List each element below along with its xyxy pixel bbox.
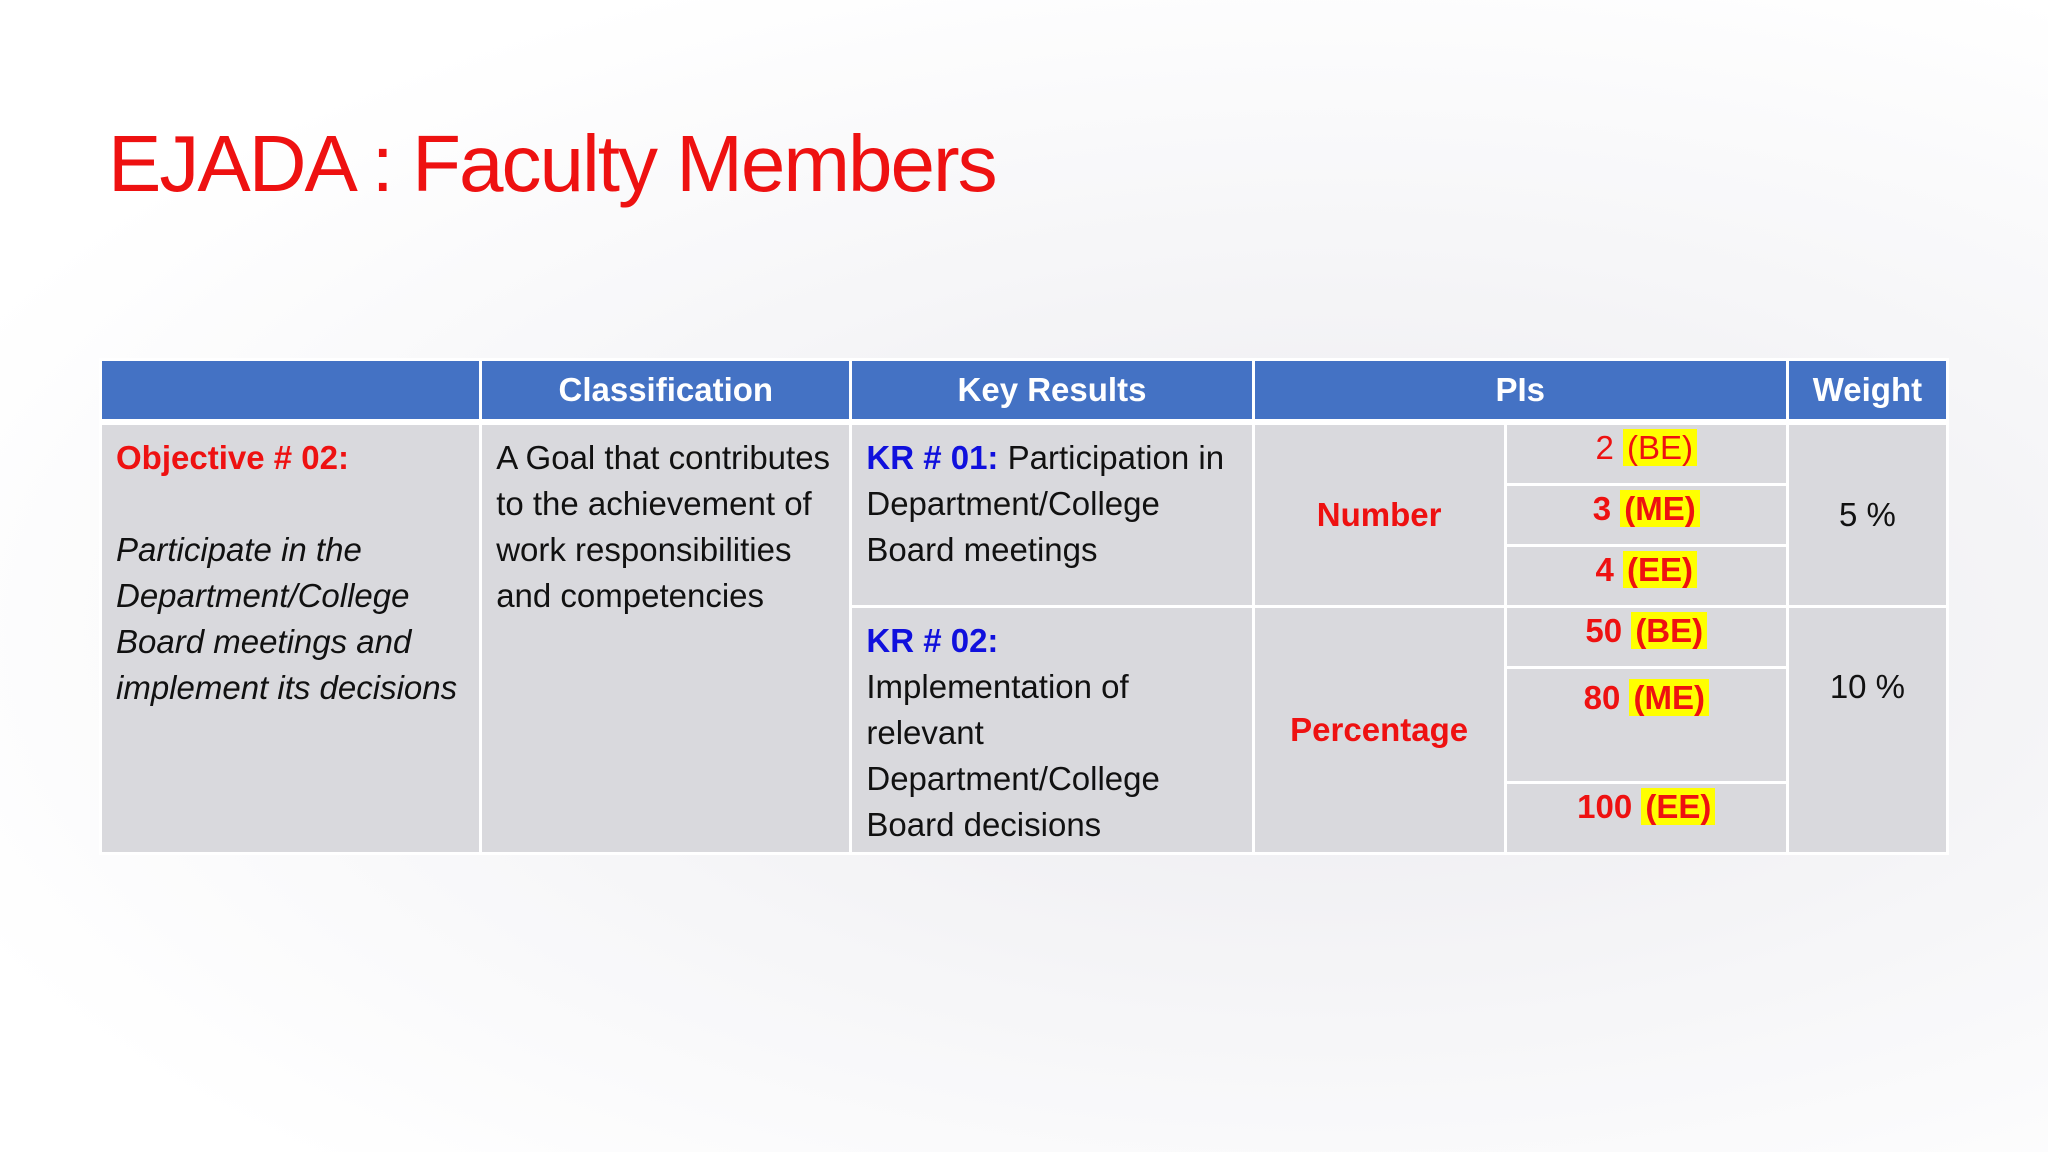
pi-value: 3: [1592, 490, 1612, 527]
classification-text: A Goal that contributes to the achievement of work responsibilities and competencies: [496, 439, 831, 614]
header-weight: Weight: [1787, 360, 1947, 423]
pi-value: 2: [1595, 429, 1614, 466]
pi-level-badge: (EE): [1641, 788, 1715, 825]
header-key-results: Key Results: [851, 360, 1253, 423]
pi-level-badge: (BE): [1631, 612, 1707, 649]
pi-level-badge: (EE): [1623, 551, 1697, 588]
header-pis: PIs: [1253, 360, 1787, 423]
header-classification: Classification: [481, 360, 851, 423]
objective-label: Objective # 02:: [116, 439, 349, 476]
table-header-row: [101, 360, 1948, 423]
kr1-pi-be: [1505, 422, 1787, 485]
kr2-pi-type: Percentage: [1253, 607, 1505, 854]
kr2-text: Implementation of relevant Department/College Board decisions: [866, 668, 1160, 843]
kr2-weight: 10 %: [1787, 607, 1947, 854]
header-objective: [101, 360, 481, 423]
kr1-label: KR # 01:: [866, 439, 999, 476]
pi-level-badge: (ME): [1629, 679, 1708, 716]
pi-level-badge: (BE): [1623, 429, 1697, 466]
kr2-label: KR # 02:: [866, 622, 999, 659]
kr2-pi-ee: [1505, 783, 1787, 854]
kr1-text: Participation in Department/College Board meetings: [866, 439, 1225, 568]
kr2-cell: [851, 607, 1253, 854]
table-row: [101, 422, 1948, 485]
pi-value: 50: [1585, 612, 1623, 649]
pi-value: 80: [1583, 679, 1621, 716]
kr1-cell: [851, 422, 1253, 607]
pi-value: 4: [1595, 551, 1614, 588]
kr1-pi-type: Number: [1253, 422, 1505, 607]
slide-title: EJADA : Faculty Members: [108, 119, 996, 208]
kr1-weight: 5 %: [1787, 422, 1947, 607]
kr2-pi-me: [1505, 668, 1787, 783]
kr2-pi-be: [1505, 607, 1787, 668]
pi-value: 100: [1577, 788, 1633, 825]
kr1-pi-me: [1505, 485, 1787, 546]
classification-cell: [481, 422, 851, 854]
okr-table: [99, 358, 1949, 855]
objective-cell: [101, 422, 481, 854]
pi-level-badge: (ME): [1620, 490, 1699, 527]
objective-text: Participate in the Department/College Board meetings and implement its decisions: [116, 531, 458, 706]
kr1-pi-ee: [1505, 546, 1787, 607]
